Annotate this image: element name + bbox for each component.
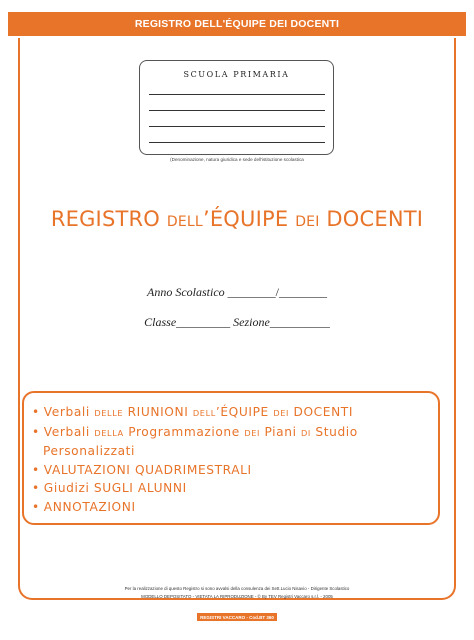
item-text: DEI (244, 427, 261, 438)
item-text: Programmazione (123, 424, 245, 439)
list-item (32, 403, 438, 423)
title-part: DELL (166, 214, 203, 230)
sezione-label: Sezione (230, 315, 270, 329)
title-part: ’ÉQUIPE (202, 207, 296, 231)
anno-scolastico-field (0, 285, 474, 300)
school-line (149, 126, 325, 127)
classe-label: Classe (144, 315, 177, 329)
school-label: SCUOLA PRIMARIA (183, 70, 290, 79)
item-text: Studio (310, 424, 358, 439)
list-item (32, 498, 438, 517)
bullet-icon: • (32, 405, 40, 419)
footer-credits: Per la realizzazione di questo Registro si sono avvalsi della consulenza dei Sett.Lucio Nisavio - Dirigente Scolastico (124, 586, 350, 591)
item-text: Piani (260, 424, 302, 439)
bullet-icon: • (32, 424, 40, 439)
bullet-icon: • (32, 499, 40, 514)
title-part: DOCENTI (319, 207, 424, 231)
item-text: Giudizi SUGLI ALUNNI (43, 481, 187, 496)
item-text: DEI (273, 408, 290, 418)
anno-blank: ________/________ (224, 285, 327, 299)
school-caption: (Denominazione, natura giuridica e sede dell'istituzione scolastica (170, 157, 304, 162)
main-title (0, 207, 474, 231)
bullet-icon: • (32, 481, 40, 496)
footer-band: REGISTRI VACCARO - Cod.BT 360 (197, 613, 277, 621)
classe-sezione-field (0, 315, 474, 330)
item-text: DELLE (94, 408, 124, 418)
list-item (32, 423, 438, 443)
school-line (149, 94, 325, 95)
item-text: DELL (192, 408, 216, 418)
list-item (32, 442, 438, 461)
school-box (139, 60, 334, 155)
list-item (32, 479, 438, 498)
bullet-icon: • (32, 462, 40, 477)
title-part: REGISTRO (50, 207, 167, 231)
sezione-blank: __________ (269, 315, 330, 329)
item-text: Verbali (43, 424, 95, 439)
item-text: RIUNIONI (123, 405, 193, 419)
header-band: REGISTRO DELL'ÉQUIPE DEI DOCENTI (8, 12, 466, 36)
school-line (149, 142, 325, 143)
item-text: VALUTAZIONI QUADRIMESTRALI (43, 462, 252, 477)
item-text: ’ÉQUIPE (215, 405, 274, 419)
item-text: Personalizzati (43, 444, 136, 459)
school-line (149, 110, 325, 111)
contents-list (32, 403, 438, 517)
item-text: ANNOTAZIONI (43, 499, 136, 514)
item-text: DELLA (94, 427, 124, 438)
classe-blank: _________ (176, 315, 231, 329)
footer-copyright: MODELLO DEPOSITATO - VIETATA LA RIPRODUZIONE - © By TEV Registri Vaccaro s.r.l. - 2005 (141, 594, 333, 599)
title-part: DEI (295, 214, 320, 230)
anno-label: Anno Scolastico (147, 285, 225, 299)
item-text: DOCENTI (289, 405, 354, 419)
list-item (32, 461, 438, 480)
item-text: Verbali (43, 405, 95, 419)
item-text: DI (301, 427, 311, 438)
contents-box (22, 391, 440, 525)
